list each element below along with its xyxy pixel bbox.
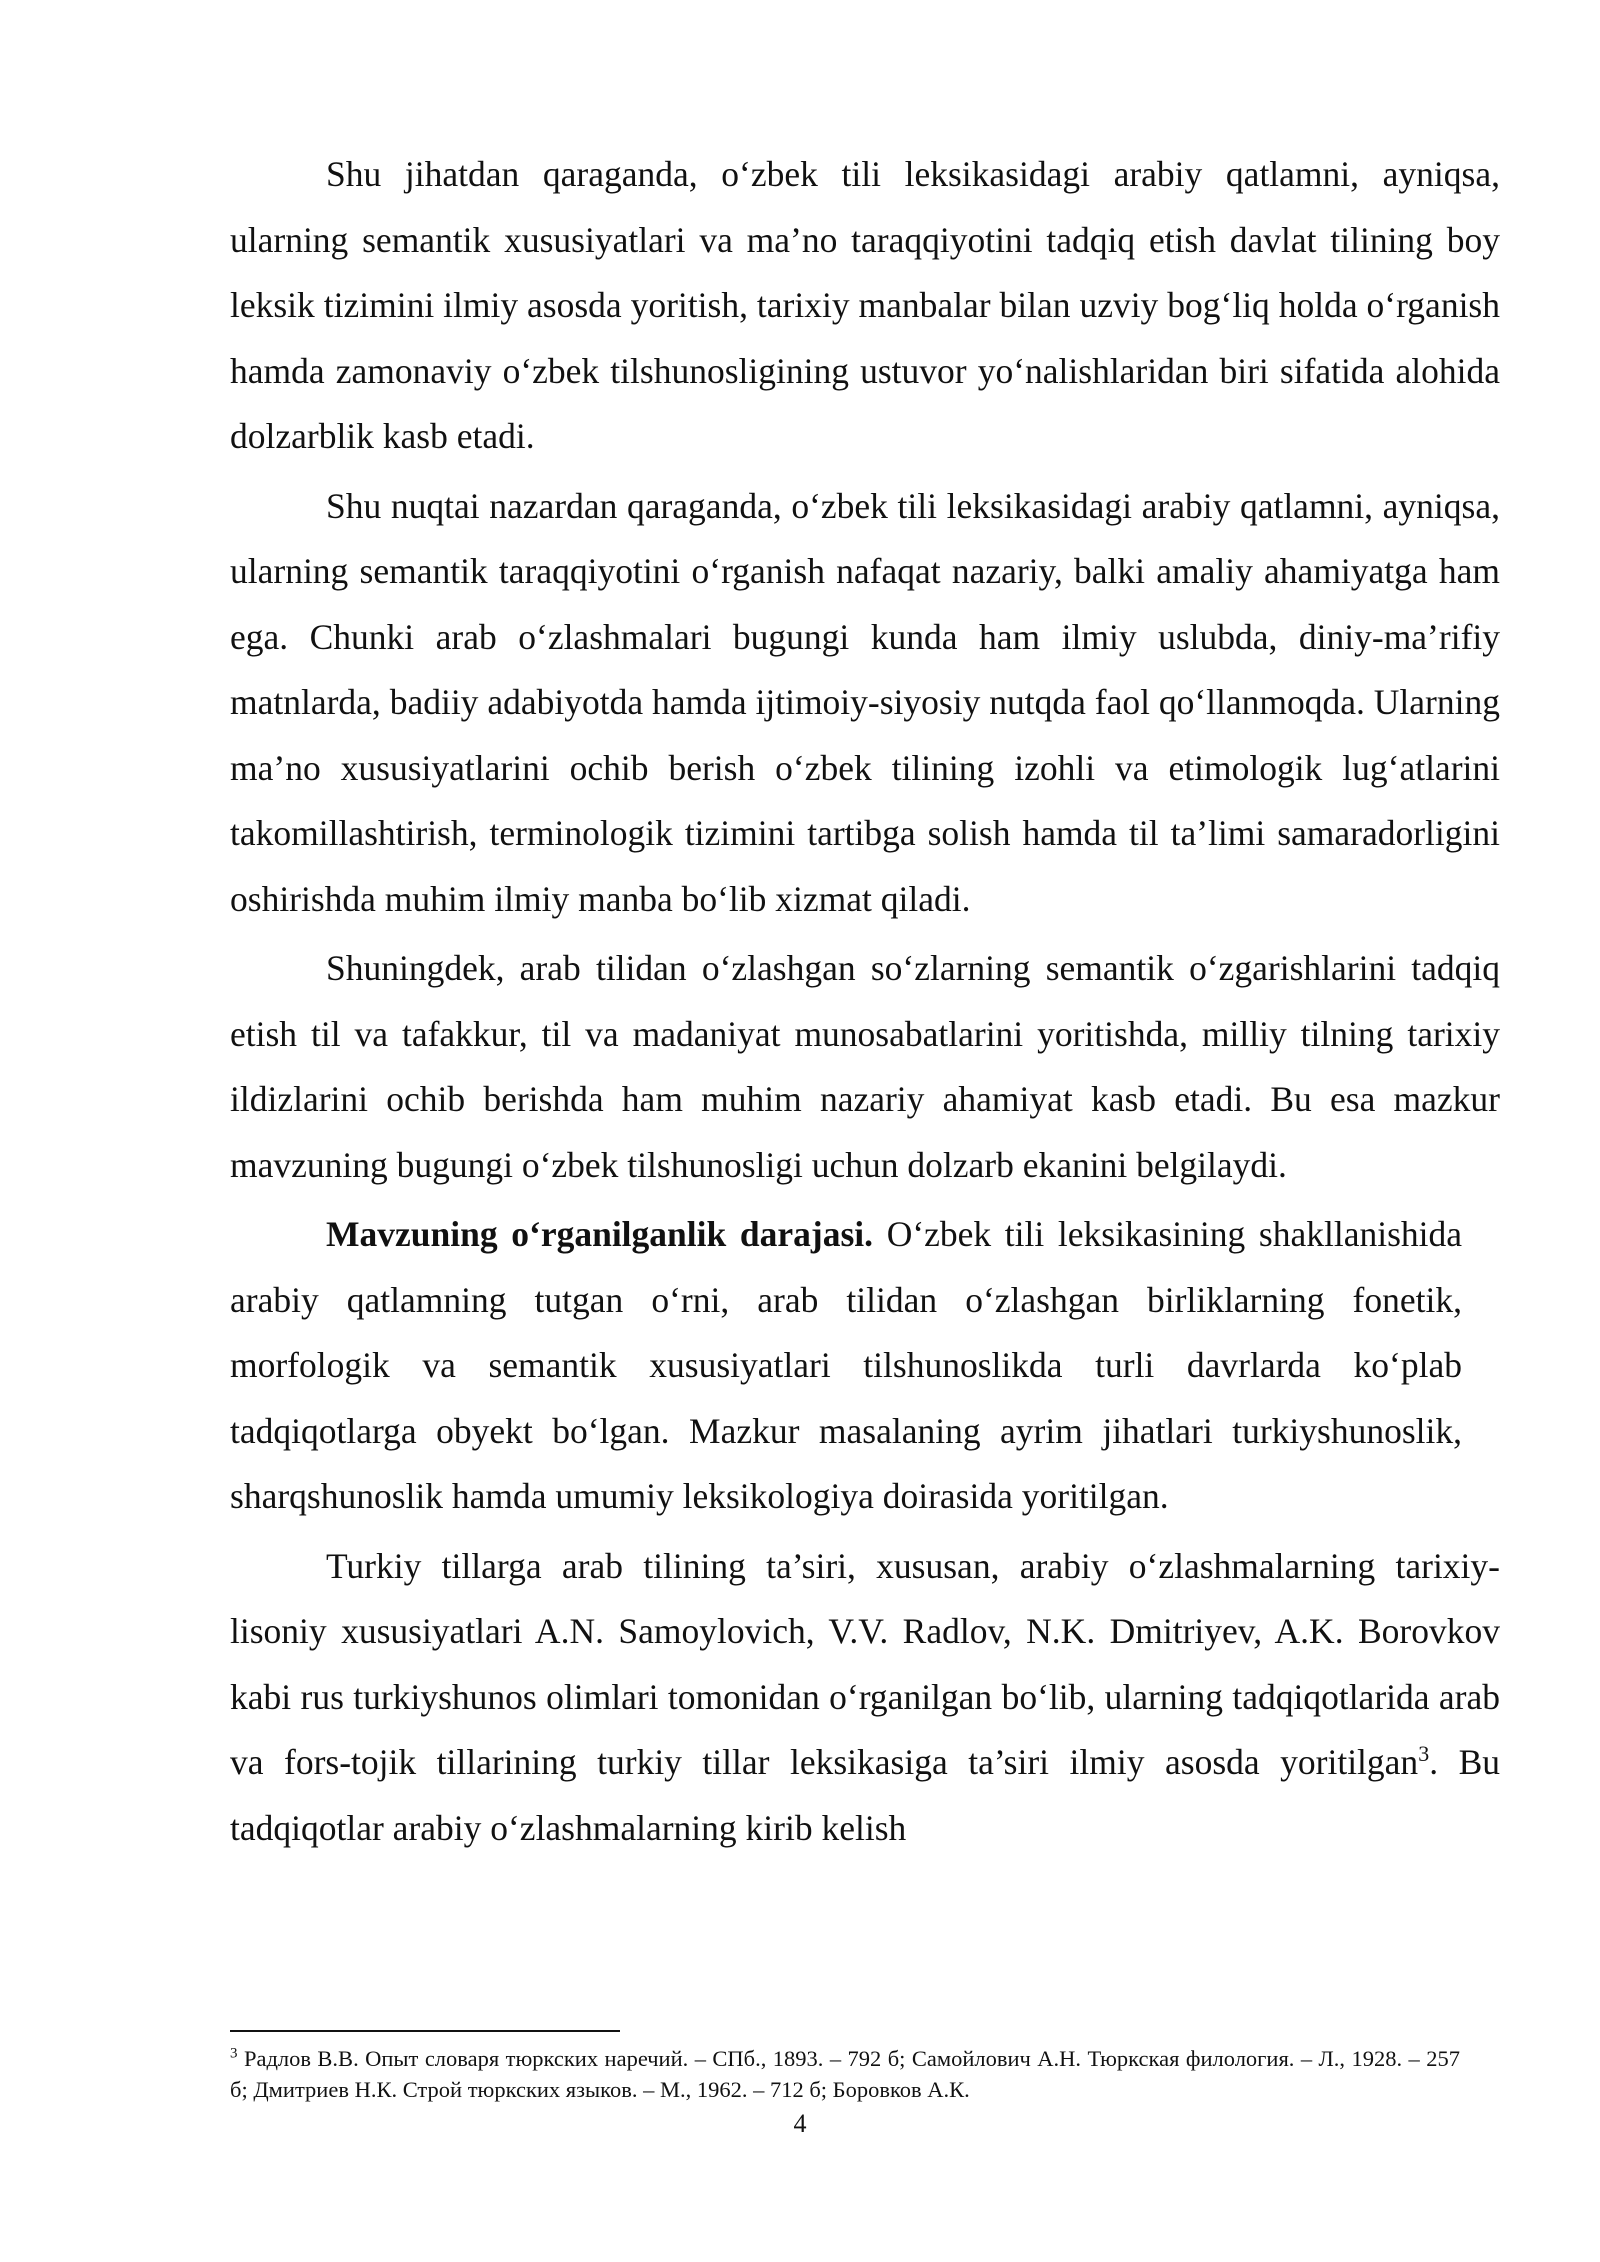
paragraph-relevance: Shu jihatdan qaraganda, o‘zbek tili leksikasidagi arabiy qatlamni, ayniqsa, ularning semantik xususiyatlari va ma’no taraqqiyotini tadqiq etish davlat tilining boy leksik tizimini ilmiy asosda yoritish, tarixiy manbalar bilan uzviy bog‘liq holda o‘rganish hamda zamonaviy o‘zbek tilshunosligining ustuvor yo‘nalishlaridan biri sifatida alohida dolzarblik kasb etadi. bbox=[230, 154, 1500, 456]
paragraph-text-before-ref: Turkiy tillarga arab tilining ta’siri, xususan, arabiy o‘zlashmalarning tarixiy-lisoniy xususiyatlari A.N. Samoylovich, V.V. Radlov, N.K. Dmitriyev, A.K. Borovkov kabi rus turkiyshunos olimlari tomonidan o‘rganilgan bo‘lib, ularning tadqiqotlarida arab va fors-tojik tillarining turkiy tillar leksikasiga ta’siri ilmiy asosda yoritilgan bbox=[230, 1545, 1500, 1782]
paragraph-text-after-ref: . Bu tadqiqotlar arabiy o‘zlashmalarning kirib kelish bbox=[230, 1742, 1500, 1848]
page-number: 4 bbox=[793, 2109, 807, 2138]
footnote-separator bbox=[230, 2030, 620, 2032]
paragraph-turkology-research bbox=[230, 1534, 1500, 1862]
footnote-reference[interactable]: 3 bbox=[1418, 1741, 1430, 1767]
footnote-text: Радлов В.В. Опыт словаря тюркских наречий. – СПб., 1893. – 792 б; Самойлович А.Н. Тюркская филология. – Л., 1928. – 257 б; Дмитриев Н.К. Строй тюркских языков. – М., 1962. – 712 б; Боровков А.К. bbox=[230, 2046, 1460, 2102]
paragraph-study-degree bbox=[230, 1202, 1500, 1530]
footnote bbox=[230, 2043, 1460, 2105]
paragraph-theoretical-importance: Shuningdek, arab tilidan o‘zlashgan so‘zlarning semantik o‘zgarishlarini tadqiq etish til va tafakkur, til va madaniyat munosabatlarini yoritishda, milliy tilning tarixiy ildizlarini ochib berishda ham muhim nazariy ahamiyat kasb etadi. Bu esa mazkur mavzuning bugungi o‘zbek tilshunosligi uchun dolzarb ekanini belgilaydi. bbox=[230, 948, 1500, 1185]
section-heading-study-degree: Mavzuning o‘rganilganlik darajasi. bbox=[326, 1214, 874, 1254]
footnote-marker: 3 bbox=[230, 2045, 238, 2062]
page-body bbox=[230, 142, 1500, 1865]
paragraph-study-degree-text: O‘zbek tili leksikasining shakllanishida arabiy qatlamning tutgan o‘rni, arab tilidan o‘zlashgan birliklarning fonetik, morfologik va semantik xususiyatlari tilshunoslikda turli davrlarda ko‘plab tadqiqotlarga obyekt bo‘lgan. Mazkur masalaning ayrim jihatlari turkiyshunoslik, sharqshunoslik hamda umumiy leksikologiya doirasida yoritilgan. bbox=[230, 1214, 1463, 1516]
paragraph-practical-importance: Shu nuqtai nazardan qaraganda, o‘zbek tili leksikasidagi arabiy qatlamni, ayniqsa, ularning semantik taraqqiyotini o‘rganish nafaqat nazariy, balki amaliy ahamiyatga ham ega. Chunki arab o‘zlashmalari bugungi kunda ham ilmiy uslubda, diniy-ma’rifiy matnlarda, badiiy adabiyotda hamda ijtimoiy-siyosiy nutqda faol qo‘llanmoqda. Ularning ma’no xususiyatlarini ochib berish o‘zbek tilining izohli va etimologik lug‘atlarini takomillashtirish, terminologik tizimini tartibga solish hamda til ta’limi samaradorligini oshirishda muhim ilmiy manba bo‘lib xizmat qiladi. bbox=[230, 485, 1500, 919]
